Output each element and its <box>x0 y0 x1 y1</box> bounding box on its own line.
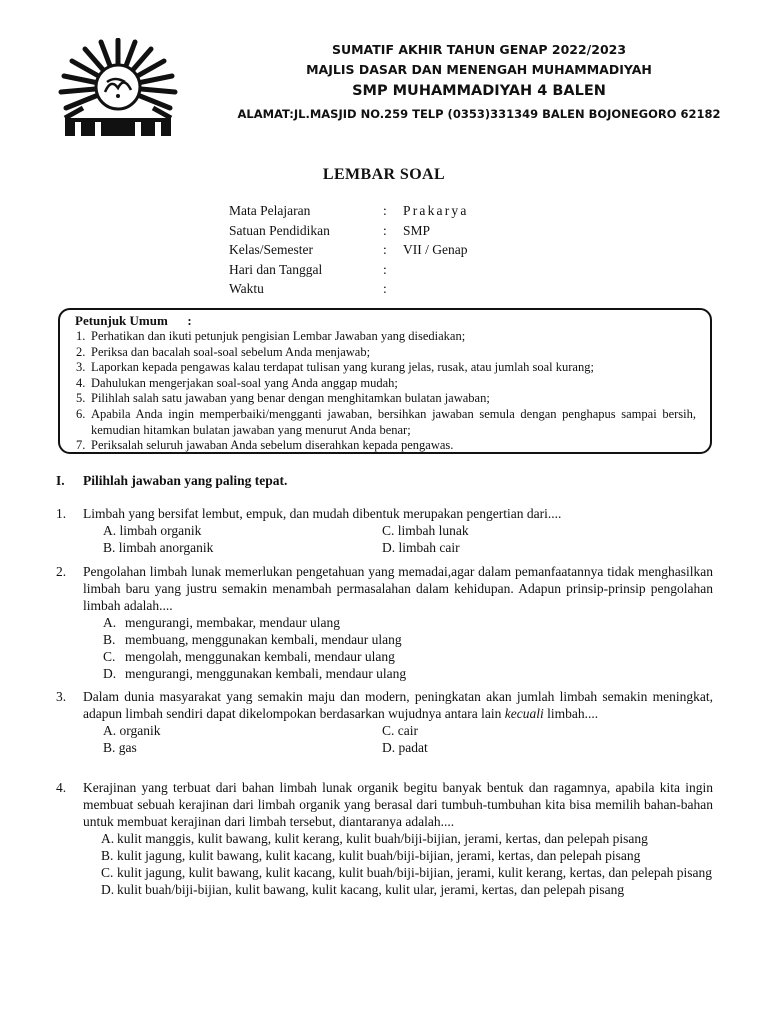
option-c[interactable]: C. cair <box>382 723 418 738</box>
question-number: 2. <box>56 564 67 579</box>
option-d[interactable] <box>103 665 713 682</box>
instruction-item <box>76 407 696 438</box>
answer-options <box>103 722 713 756</box>
question-3 <box>56 688 713 756</box>
info-label: Satuan Pendidikan <box>229 222 330 238</box>
option-text: kulit jagung, kulit bawang, kulit kacang, kulit buah/biji-bijian, jerami, kertas, dan pelepah pisang <box>117 848 641 863</box>
instructions-box <box>58 308 712 454</box>
option-text: kulit jagung, kulit bawang, kulit kacang, kulit buah/biji-bijian, jerami, kulit kerang, kertas, dan pelepah pisang <box>117 865 712 880</box>
instruction-text: Pilihlah salah satu jawaban yang benar dengan menghitamkan bulatan jawaban; <box>91 391 490 406</box>
option-a[interactable] <box>103 614 713 631</box>
info-row-class <box>229 240 469 260</box>
option-letter: B. <box>101 848 114 863</box>
instructions-title: Petunjuk Umum : <box>75 313 192 328</box>
section-heading <box>56 473 287 489</box>
instruction-text: Perhatikan dan ikuti petunjuk pengisian Lembar Jawaban yang disediakan; <box>91 329 466 343</box>
instruction-text: Periksa dan bacalah soal-soal sebelum Anda menjawab; <box>91 344 371 359</box>
instruction-item <box>76 376 696 392</box>
council-name: MAJLIS DASAR DAN MENENGAH MUHAMMADIYAH <box>306 62 652 77</box>
question-text: Kerajinan yang terbuat dari bahan limbah lunak organik begitu banyak bentuk dan ragamnya, apabila kita ingin membuat sebuah kerajinan dari limbah organik yang berasal dari tumbuh-tumbuhan kita bisa memilih bahan-bahan untuk membuat kerajinan dari limbah tersebut, diantaranya adalah.... <box>83 780 713 829</box>
info-value: VII / Genap <box>403 242 468 257</box>
answer-options <box>101 830 713 898</box>
instruction-text: Periksalah seluruh jawaban Anda sebelum diserahkan kepada pengawas. <box>91 438 454 453</box>
option-text: kulit buah/biji-bijian, kulit bawang, kulit kacang, kulit ular, jerami, kertas, dan pelepah pisang <box>117 882 625 897</box>
info-value: Prakarya <box>403 203 469 218</box>
question-text: Limbah yang bersifat lembut, empuk, dan mudah dibentuk merupakan pengertian dari.... <box>83 506 562 521</box>
option-text: mengolah, menggunakan kembali, mendaur ulang <box>125 649 395 664</box>
section-text: Pilihlah jawaban yang paling tepat. <box>83 473 288 488</box>
option-letter: A. <box>103 615 117 630</box>
answer-options <box>103 522 713 556</box>
info-row-date <box>229 260 469 280</box>
instruction-text: Laporkan kepada pengawas kalau terdapat tulisan yang kurang jelas, rusak, atau jumlah soal kurang; <box>91 360 594 375</box>
instructions-list <box>76 329 696 454</box>
instruction-number: 1. <box>76 329 86 343</box>
question-text: Pengolahan limbah lunak memerlukan pengetahuan yang memadai,agar dalam pemanfaatannya tidak menghasilkan limbah baru yang justru semakin menambah permasalahan dalam kehidupan. Adapun prinsip-prinsip pengolahan limbah adalah.... <box>83 564 713 613</box>
instruction-item <box>76 391 696 407</box>
question-text <box>83 688 713 722</box>
section-number: I. <box>56 473 65 488</box>
option-b[interactable]: B. gas <box>103 740 137 755</box>
info-table <box>229 201 469 299</box>
instruction-number: 4. <box>76 375 86 390</box>
info-colon: : <box>383 203 387 218</box>
option-text: membuang, menggunakan kembali, mendaur ulang <box>125 632 402 647</box>
question-number: 3. <box>56 689 67 704</box>
instruction-number: 3. <box>76 360 86 375</box>
option-text: mengurangi, menggunakan kembali, mendaur ulang <box>125 666 407 681</box>
option-b[interactable] <box>101 847 713 864</box>
option-d[interactable]: D. limbah cair <box>382 540 460 555</box>
info-colon: : <box>383 261 387 277</box>
school-name: SMP MUHAMMADIYAH 4 BALEN <box>352 83 606 99</box>
option-letter: B. <box>103 632 116 647</box>
exam-title: SUMATIF AKHIR TAHUN GENAP 2022/2023 <box>331 42 627 57</box>
option-c[interactable] <box>103 648 713 665</box>
option-letter: D. <box>103 666 117 681</box>
question-text-emphasis: kecuali <box>504 706 544 721</box>
instruction-item <box>76 438 696 454</box>
option-a[interactable]: A. limbah organik <box>103 523 202 538</box>
option-text: mengurangi, membakar, mendaur ulang <box>125 615 341 630</box>
instruction-number: 7. <box>76 438 86 453</box>
question-number: 1. <box>56 506 67 521</box>
instruction-item <box>76 345 696 361</box>
option-b[interactable] <box>103 631 713 648</box>
option-letter: C. <box>101 865 114 880</box>
option-d[interactable]: D. padat <box>382 740 428 755</box>
instruction-item <box>76 360 696 376</box>
question-text-part: limbah.... <box>543 706 599 721</box>
option-a[interactable] <box>101 830 713 847</box>
question-number: 4. <box>56 780 67 795</box>
info-colon: : <box>383 242 387 257</box>
info-label: Mata Pelajaran <box>229 203 311 218</box>
option-text: kulit manggis, kulit bawang, kulit kerang, kulit buah/biji-bijian, jerami, kertas, dan pelepah pisang <box>117 831 648 846</box>
question-text-part: Dalam dunia masyarakat yang semakin maju dan modern, peningkatan akan jumlah limbah semakin meningkat, adapun limbah sendiri dapat dikelompokan berdasarkan wujudnya antara lain <box>83 689 713 721</box>
option-letter: D. <box>101 882 115 897</box>
page-title: LEMBAR SOAL <box>322 166 446 183</box>
instruction-text: Apabila Anda ingin memperbaiki/mengganti jawaban, bersihkan jawaban semula dengan penghapus sampai bersih, kemudian hitamkan bulatan jawaban yang menurut Anda benar; <box>91 406 696 437</box>
info-row-time <box>229 279 469 299</box>
info-colon: : <box>383 222 387 238</box>
question-1 <box>56 505 713 556</box>
option-letter: C. <box>103 649 116 664</box>
info-label: Kelas/Semester <box>229 242 313 257</box>
instruction-number: 6. <box>76 406 86 421</box>
instruction-number: 2. <box>76 344 86 359</box>
instruction-item <box>76 329 696 345</box>
option-d[interactable] <box>101 881 713 898</box>
info-row-subject <box>229 201 469 221</box>
info-label: Hari dan Tanggal <box>229 261 323 277</box>
question-2 <box>56 563 713 682</box>
question-4 <box>56 779 713 898</box>
option-letter: A. <box>101 831 115 846</box>
info-row-level <box>229 221 469 241</box>
instruction-number: 5. <box>76 391 86 406</box>
option-a[interactable]: A. organik <box>103 723 161 738</box>
info-value: SMP <box>403 222 431 238</box>
school-address: ALAMAT:JL.MASJID NO.259 TELP (0353)331349 BALEN BOJONEGORO 62182 <box>237 107 721 121</box>
info-label: Waktu <box>229 281 264 296</box>
answer-options <box>103 614 713 682</box>
option-c[interactable]: C. limbah lunak <box>382 523 469 538</box>
info-colon: : <box>383 281 387 296</box>
muhammadiyah-logo <box>55 38 181 140</box>
option-b[interactable]: B. limbah anorganik <box>103 540 214 555</box>
instruction-text: Dahulukan mengerjakan soal-soal yang Anda anggap mudah; <box>91 375 398 390</box>
option-c[interactable] <box>101 864 713 881</box>
